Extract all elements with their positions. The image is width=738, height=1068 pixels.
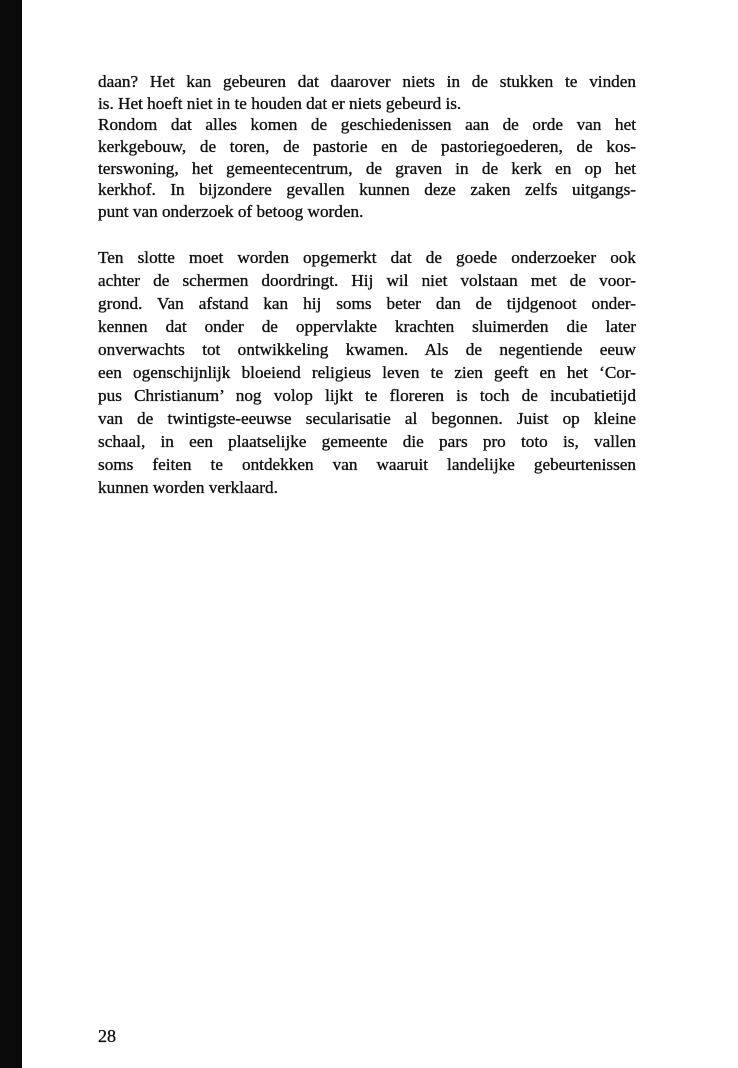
scan-edge-shadow — [0, 0, 22, 1068]
text-line: kennen dat onder de oppervlakte krachten sluimerden die later — [98, 317, 636, 336]
text-line: Rondom dat alles komen de geschiedenissen aan de orde van het — [98, 115, 636, 135]
text-line: schaal, in een plaatselijke gemeente die pars pro toto is, vallen — [98, 432, 636, 451]
text-line: kerkgebouw, de toren, de pastorie en de pastoriegoederen, de kos- — [98, 137, 636, 157]
text-line: pus Christianum’ nog volop lijkt te floreren is toch de incubatietijd — [98, 386, 636, 405]
text-line: van de twintigste-eeuwse secularisatie al begonnen. Juist op kleine — [98, 409, 636, 428]
text-line: Ten slotte moet worden opgemerkt dat de goede onderzoeker ook — [98, 248, 636, 267]
text-line: kerkhof. In bijzondere gevallen kunnen deze zaken zelfs uitgangs- — [98, 180, 636, 200]
text-line: achter de schermen doordringt. Hij wil niet volstaan met de voor- — [98, 271, 636, 290]
text-line: soms feiten te ontdekken van waaruit landelijke gebeurtenissen — [98, 455, 636, 474]
paragraph-1 — [98, 71, 636, 223]
paragraph-2 — [98, 246, 636, 499]
text-line: onverwachts tot ontwikkeling kwamen. Als de negentiende eeuw — [98, 340, 636, 359]
text-line: daan? Het kan gebeuren dat daarover niets in de stukken te vinden — [98, 72, 636, 91]
text-line: grond. Van afstand kan hij soms beter dan de tijdgenoot onder- — [98, 294, 636, 313]
text-line: een ogenschijnlijk bloeiend religieus leven te zien geeft en het ‘Cor- — [98, 363, 636, 382]
text-line: punt van onderzoek of betoog worden. — [98, 202, 364, 222]
text-line: kunnen worden verklaard. — [98, 478, 278, 497]
page-number: 28 — [98, 1026, 116, 1046]
text-line: terswoning, het gemeentecentrum, de graven in de kerk en op het — [98, 158, 636, 178]
text-line: is. Het hoeft niet in te houden dat er niets gebeurd is. — [98, 93, 462, 113]
